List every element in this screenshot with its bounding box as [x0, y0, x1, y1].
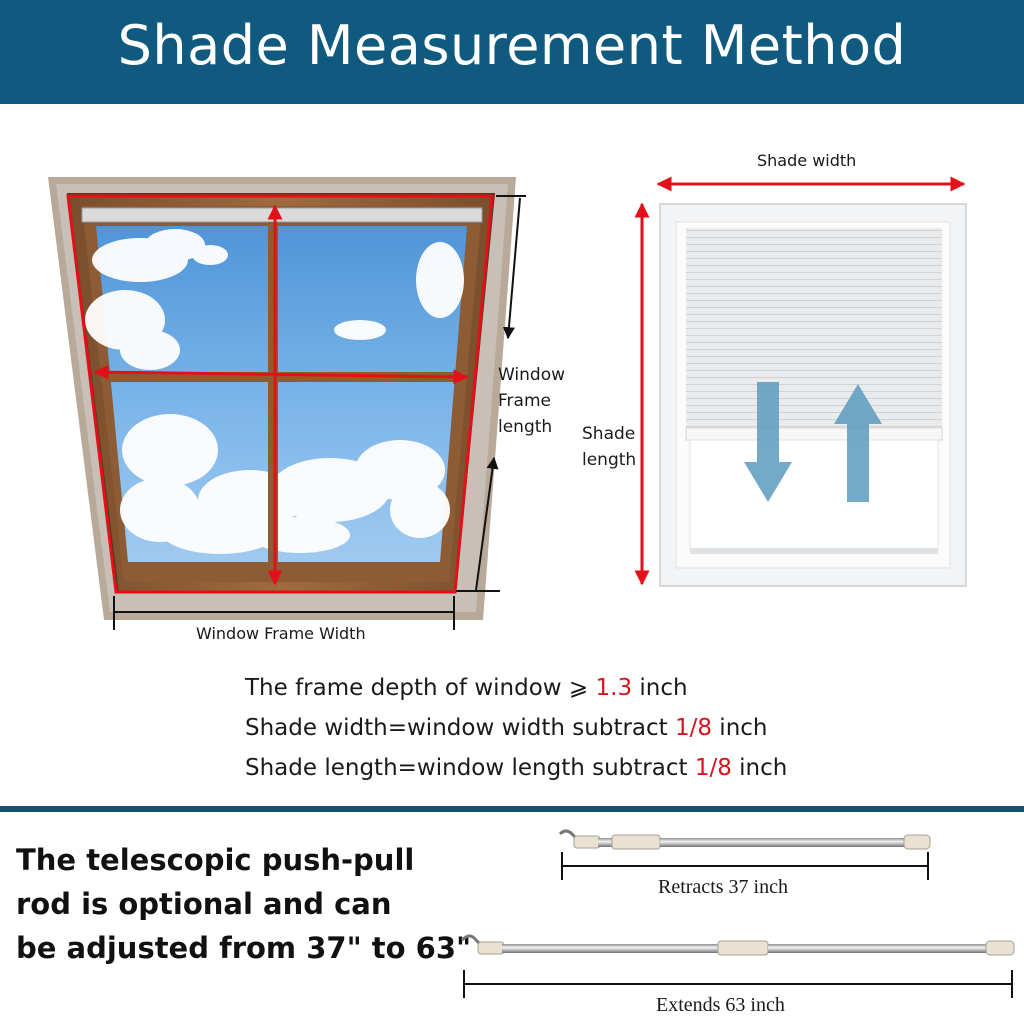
skylight-window [48, 177, 526, 630]
window-length-label-line2: Frame [498, 391, 551, 411]
rule-unit: inch [731, 755, 788, 781]
rule-unit: inch [712, 715, 768, 741]
extended-label: Extends 63 inch [656, 994, 785, 1016]
measurement-rules [245, 668, 787, 788]
page-title: Shade Measurement Method [117, 14, 907, 77]
window-length-label-line3: length [498, 417, 553, 437]
rule-unit: inch [632, 675, 688, 701]
rod-retracted [560, 831, 930, 849]
shade-illustration [642, 184, 966, 586]
rule-shade-width [245, 708, 787, 748]
shade-length-label-line2: length [582, 450, 637, 470]
rule-shade-length [245, 748, 787, 788]
shade-bottom-rail [686, 428, 942, 440]
pleated-shade [686, 228, 942, 428]
shade-length-label [582, 421, 636, 473]
shade-width-label: Shade width [757, 151, 857, 170]
rod-note-line1: The telescopic push-pull [16, 843, 415, 877]
window-width-label: Window Frame Width [196, 624, 366, 643]
rule-value: 1.3 [595, 675, 633, 701]
window-length-label-line1: Window [498, 365, 566, 385]
rule-frame-depth [245, 668, 787, 708]
retracted-label: Retracts 37 inch [658, 876, 788, 898]
rod-diagrams [0, 812, 1024, 1016]
shade-roller [82, 208, 482, 222]
rod-note-line2: rod is optional and can [16, 887, 392, 921]
rule-text: The frame depth of window ⩾ [245, 675, 596, 701]
window-length-label [498, 362, 565, 440]
rule-value: 1/8 [674, 715, 712, 741]
header-banner [0, 0, 1024, 104]
rod-extended [462, 936, 1014, 955]
shade-length-label-line1: Shade [582, 424, 636, 444]
rod-note-line3: be adjusted from 37" to 63" [16, 931, 472, 965]
rule-text: Shade width=window width subtract [245, 715, 675, 741]
rule-value: 1/8 [694, 755, 732, 781]
rule-text: Shade length=window length subtract [245, 755, 695, 781]
